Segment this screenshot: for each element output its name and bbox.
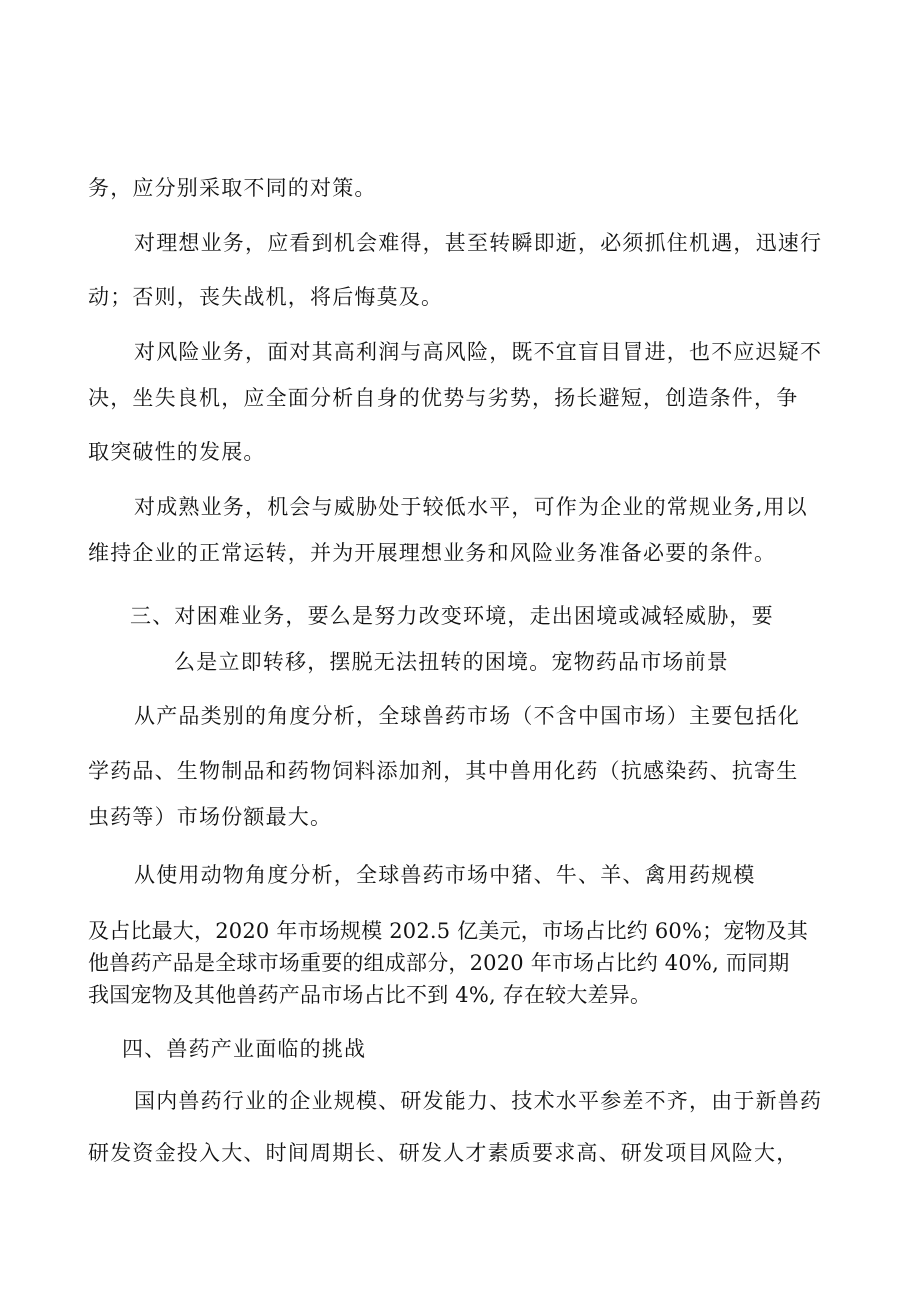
text-line: 学药品、生物制品和药物饲料添加剂，其中兽用化药（抗感染药、抗寄生	[88, 759, 799, 783]
text-line: 维持企业的正常运转，并为开展理想业务和风险业务准备必要的条件。	[88, 541, 777, 565]
text-line: 决，坐失良机，应全面分析自身的优势与劣势，扬长避短，创造条件，争	[88, 386, 799, 410]
text-line: 虫药等）市场份额最大。	[88, 805, 333, 829]
text-line: 对成熟业务，机会与威胁处于较低水平，可作为企业的常规业务,用以	[134, 495, 808, 519]
text-line: 对理想业务，应看到机会难得，甚至转瞬即逝，必须抓住机遇，迅速行	[134, 231, 823, 255]
text-line: 及占比最大，2020 年市场规模 202.5 亿美元，市场占比约 60%；宠物及其	[88, 919, 809, 943]
section-heading: 三、对困难业务，要么是努力改变环境，走出困境或减轻威胁，要	[130, 604, 774, 628]
text-line: 国内兽药行业的企业规模、研发能力、技术水平参差不齐，由于新兽药	[134, 1089, 823, 1113]
text-line: 务，应分别采取不同的对策。	[88, 176, 377, 200]
text-line: 取突破性的发展。	[88, 440, 266, 464]
text-line: 他兽药产品是全球市场重要的组成部分，2020 年市场占比约 40%, 而同期	[88, 951, 790, 975]
section-heading: 四、兽药产业面临的挑战	[122, 1037, 367, 1061]
text-line: 研发资金投入大、时间周期长、研发人才素质要求高、研发项目风险大，	[88, 1141, 799, 1165]
text-line: 对风险业务，面对其高利润与高风险，既不宜盲目冒进，也不应迟疑不	[134, 340, 823, 364]
text-line: 从产品类别的角度分析，全球兽药市场（不含中国市场）主要包括化	[134, 704, 800, 728]
text-line: 从使用动物角度分析，全球兽药市场中猪、牛、羊、禽用药规模	[134, 863, 756, 887]
text-line: 我国宠物及其他兽药产品市场占比不到 4%, 存在较大差异。	[88, 983, 652, 1007]
section-heading: 么是立即转移，摆脱无法扭转的困境。宠物药品市场前景	[174, 650, 729, 674]
text-line: 动；否则，丧失战机，将后悔莫及。	[88, 285, 444, 309]
